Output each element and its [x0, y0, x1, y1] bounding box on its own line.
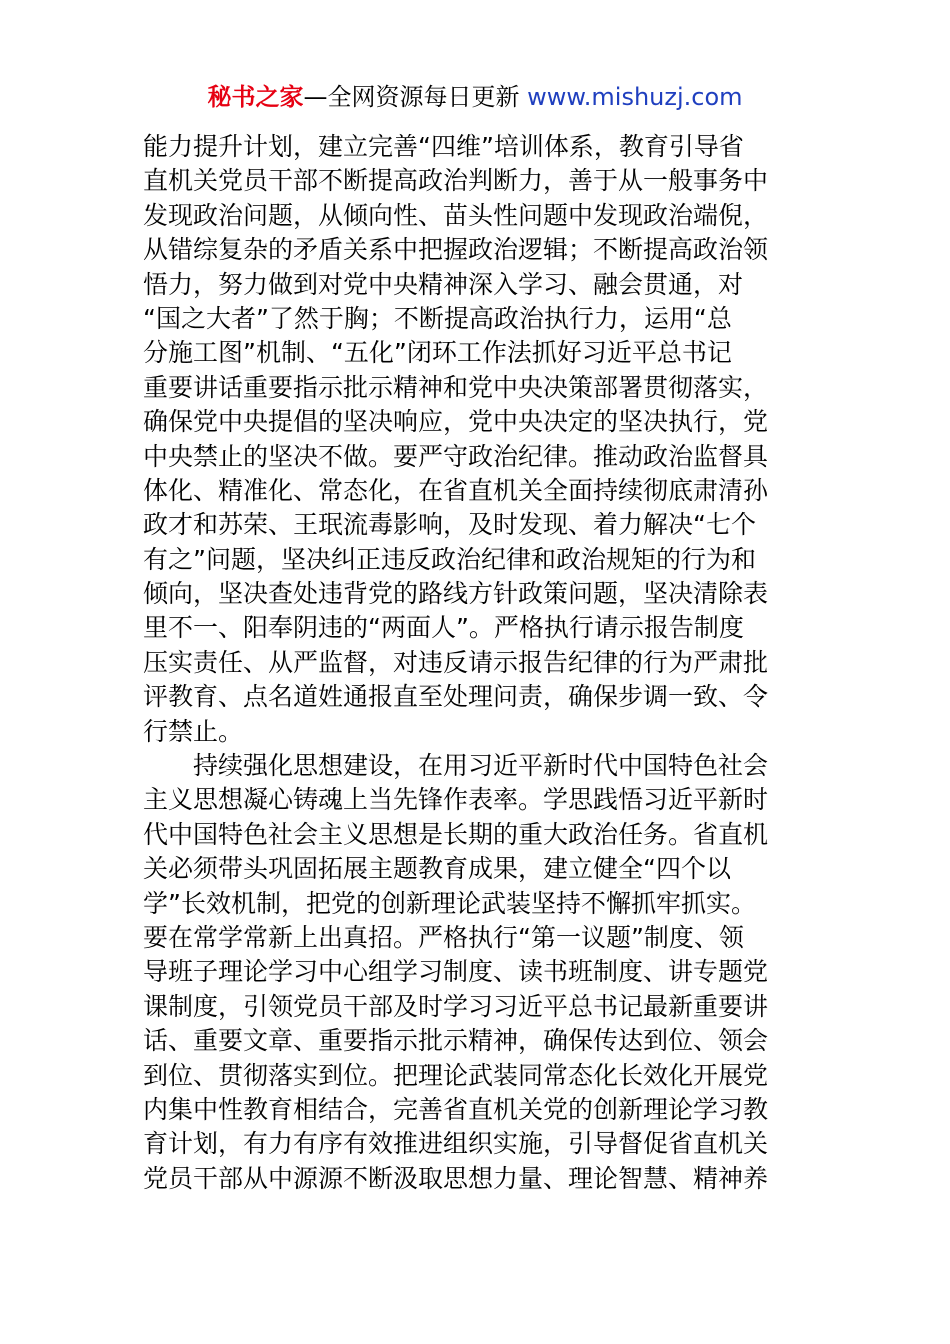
text-line: 持续强化思想建设，在用习近平新时代中国特色社会 — [143, 751, 769, 781]
text-line: 直机关党员干部不断提高政治判断力，善于从一般事务中 — [143, 166, 769, 196]
text-line: 有之”问题，坚决纠正违反政治纪律和政治规矩的行为和 — [143, 544, 756, 574]
text-line: 发现政治问题，从倾向性、苗头性问题中发现政治端倪， — [143, 200, 769, 230]
site-url-link[interactable]: www.mishuzj.com — [527, 83, 743, 111]
text-line: 中央禁止的坚决不做。要严守政治纪律。推动政治监督具 — [143, 441, 769, 471]
text-line: 党员干部从中源源不断汲取思想力量、理论智慧、精神养 — [143, 1163, 769, 1193]
text-line: 主义思想凝心铸魂上当先锋作表率。学思践悟习近平新时 — [143, 785, 769, 815]
text-line: 确保党中央提倡的坚决响应，党中央决定的坚决执行，党 — [143, 407, 769, 437]
text-line: 分施工图”机制、“五化”闭环工作法抓好习近平总书记 — [143, 338, 732, 368]
text-line: 压实责任、从严监督，对违反请示报告纪律的行为严肃批 — [143, 647, 769, 677]
text-line: 到位、贯彻落实到位。把理论武装同常态化长效化开展党 — [143, 1060, 769, 1090]
text-line: 关必须带头巩固拓展主题教育成果，建立健全“四个以 — [143, 854, 731, 884]
text-line: 导班子理论学习中心组学习制度、读书班制度、讲专题党 — [143, 957, 769, 987]
text-line: 从错综复杂的矛盾关系中把握政治逻辑；不断提高政治领 — [143, 235, 769, 265]
text-line: 悟力，努力做到对党中央精神深入学习、融会贯通，对 — [143, 269, 744, 299]
text-line: 里不一、阳奉阴违的“两面人”。严格执行请示报告制度 — [143, 613, 744, 643]
text-line: 政才和苏荣、王珉流毒影响，及时发现、着力解决“七个 — [143, 510, 756, 540]
text-line: 行禁止。 — [143, 716, 244, 746]
text-line: “国之大者”了然于胸；不断提高政治执行力，运用“总 — [143, 303, 732, 333]
site-brand: 秘书之家 — [207, 83, 304, 111]
text-line: 话、重要文章、重要指示批示精神，确保传达到位、领会 — [143, 1026, 769, 1056]
text-line: 代中国特色社会主义思想是长期的重大政治任务。省直机 — [143, 819, 769, 849]
text-line: 能力提升计划，建立完善“四维”培训体系，教育引导省 — [143, 132, 744, 161]
text-line: 重要讲话重要指示批示精神和党中央决策部署贯彻落实， — [143, 372, 769, 402]
site-header — [0, 80, 950, 114]
document-body — [143, 130, 823, 1196]
text-line: 体化、精准化、常态化，在省直机关全面持续彻底肃清孙 — [143, 475, 769, 505]
text-line: 学”长效机制，把党的创新理论武装坚持不懈抓牢抓实。 — [143, 888, 756, 918]
text-line: 育计划，有力有序有效推进组织实施，引导督促省直机关 — [143, 1129, 769, 1159]
text-line: 倾向，坚决查处违背党的路线方针政策问题，坚决清除表 — [143, 579, 769, 609]
text-line: 要在常学常新上出真招。严格执行“第一议题”制度、领 — [143, 922, 744, 952]
text-line: 评教育、点名道姓通报直至处理问责，确保步调一致、令 — [143, 682, 769, 712]
text-line: 课制度，引领党员干部及时学习习近平总书记最新重要讲 — [143, 991, 769, 1021]
text-line: 内集中性教育相结合，完善省直机关党的创新理论学习教 — [143, 1094, 769, 1124]
site-tagline: —全网资源每日更新 — [303, 83, 528, 111]
